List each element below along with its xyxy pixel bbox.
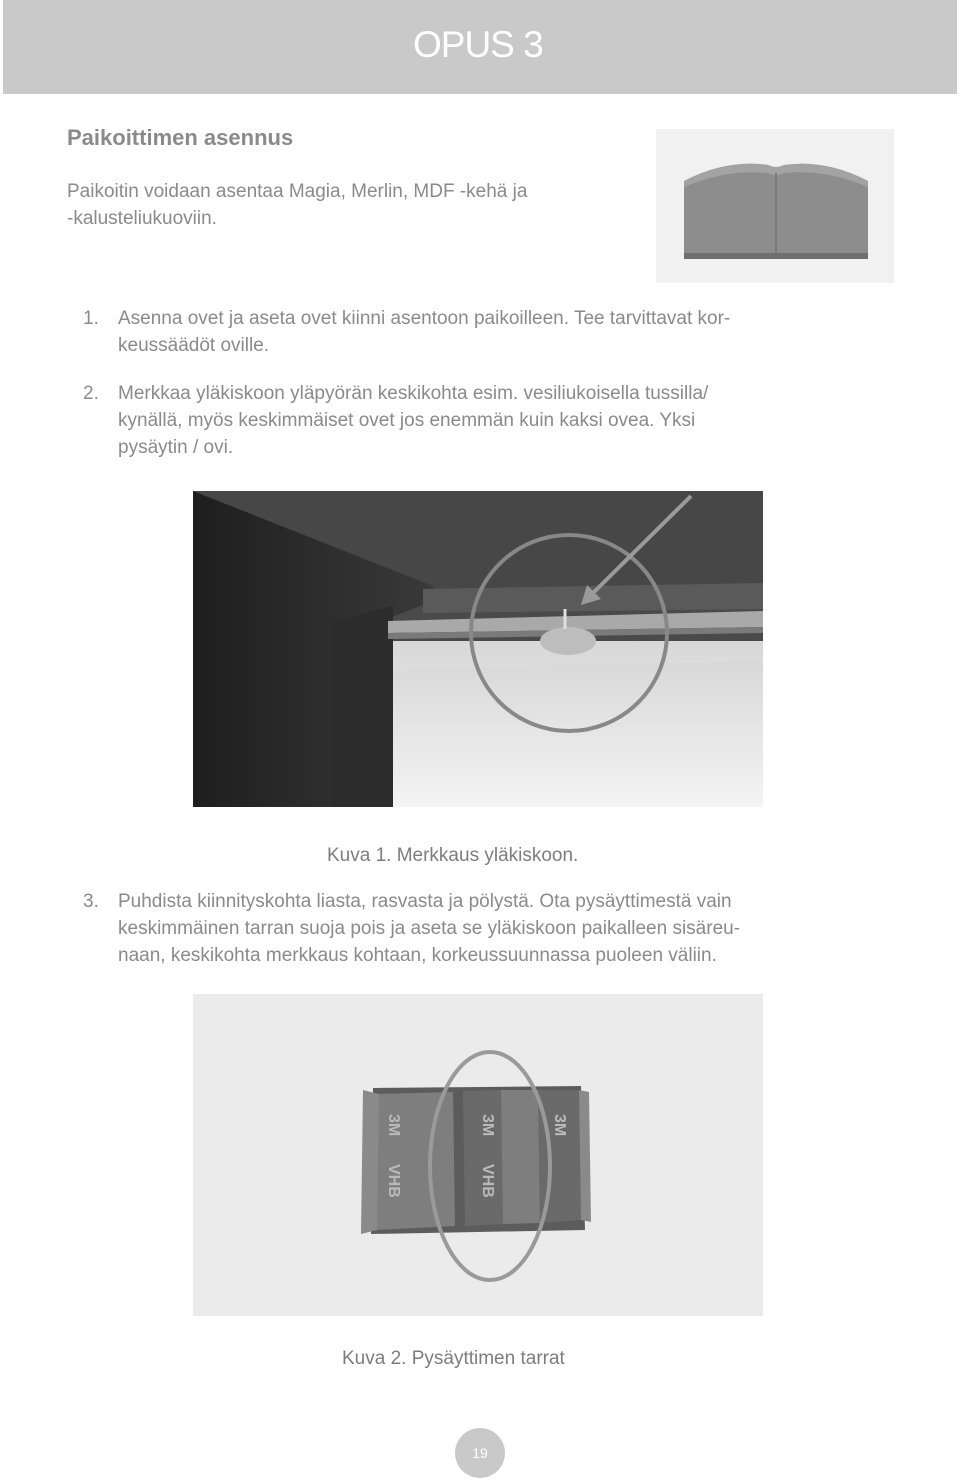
step-line: kynällä, myös keskimmäiset ovet jos enemmän kuin kaksi ovea. Yksi (118, 410, 696, 431)
step-3 (83, 888, 913, 978)
page-number-badge (455, 1428, 505, 1478)
step-line: Asenna ovet ja aseta ovet kiinni asentoon paikoilleen. Tee tarvittavat kor- (118, 308, 731, 329)
step-number: 3. (83, 891, 99, 912)
tape-label-3m: 3M (551, 1114, 568, 1137)
step-1 (83, 305, 903, 365)
page-number: 19 (472, 1445, 488, 1461)
intro-line: -kalusteliukuoviin. (67, 208, 217, 229)
tape-label-3m: 3M (385, 1114, 402, 1137)
step-line: keussäädöt oville. (118, 335, 270, 356)
tape-label-vhb: VHB (385, 1164, 402, 1198)
step-number: 2. (83, 383, 99, 404)
tape-label-vhb: VHB (479, 1164, 496, 1198)
intro-paragraph (67, 178, 647, 232)
step-2 (83, 380, 903, 470)
document-title: OPUS 3 (413, 24, 543, 65)
stopper-product-photo (656, 129, 894, 283)
step-line: naan, keskikohta merkkaus kohtaan, korkeussuunnassa puoleen väliin. (118, 945, 717, 966)
step-number: 1. (83, 308, 99, 329)
tape-label-3m: 3M (479, 1114, 496, 1137)
stopper-tape-photo (193, 994, 763, 1316)
page-header (3, 0, 957, 94)
step-line: Merkkaa yläkiskoon yläpyörän keskikohta esim. vesiliukoisella tussilla/ (118, 383, 709, 404)
step-line: Puhdista kiinnityskohta liasta, rasvasta ja pölystä. Ota pysäyttimestä vain (118, 891, 732, 912)
step-line: keskimmäinen tarran suoja pois ja aseta se yläkiskoon paikalleen sisäreu- (118, 918, 741, 939)
rail-marking-photo (193, 491, 763, 807)
figure-1-caption: Kuva 1. Merkkaus yläkiskoon. (327, 845, 579, 866)
step-line: pysäytin / ovi. (118, 437, 234, 458)
section-title: Paikoittimen asennus (67, 125, 294, 150)
intro-line: Paikoitin voidaan asentaa Magia, Merlin, MDF -kehä ja (67, 181, 528, 202)
figure-2-caption: Kuva 2. Pysäyttimen tarrat (342, 1348, 565, 1369)
